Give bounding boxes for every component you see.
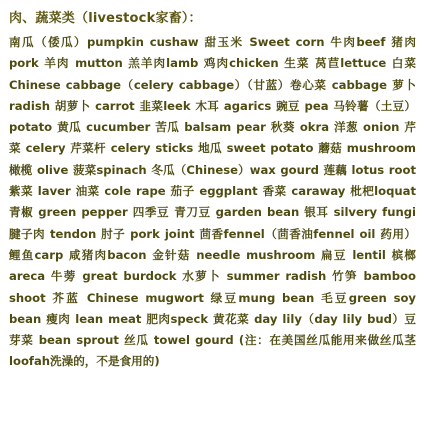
vocabulary-paragraph: 南瓜（倭瓜）pumpkin cushaw 甜玉米 Sweet corn 牛肉beef 猪肉 pork 羊肉 mutton 羔羊肉lamb 鸡肉chicken 生菜 莴苣lettuce 白菜 Chinese cabbage（celery cabbage）（甘蓝）卷心菜 cabbage 萝卜 radish 胡萝卜 carrot 韭菜leek 木耳 agarics 豌豆 pea 马铃薯（土豆）potato 黄瓜 cucumber 苦瓜 balsam pear 秋葵 okra 洋葱 onion 芹菜 celery 芹菜杆 celery sticks 地瓜 sweet potato 蘑菇 mushroom 橄榄 olive 菠菜spinach 冬瓜（Chinese）wax gourd 莲藕 lotus root 紫菜 laver 油菜 cole rape 茄子 eggplant 香菜 caraway 枇杷loquat 青椒 green pepper 四季豆 青刀豆 garden bean 银耳 silvery fungi 腱子肉 tendon 肘子 pork joint 茴香fennel（茴香油fennel oil 药用）鲤鱼carp 咸猪肉bacon 金针菇 needle mushroom 扁豆 lentil 槟榔 areca 牛蒡 great burdock 水萝卜 summer radish 竹笋 bamboo shoot 芥蓝 Chinese mugwort 绿豆mung bean 毛豆green soy bean 瘦肉 lean meat 肥肉speck 黄花菜 day lily（day lily bud）豆芽菜 bean sprout 丝瓜 towel gourd (注：在美国丝瓜能用来做丝瓜茎loofah洗澡的，不是食用的) <box>9 35 416 369</box>
section-heading: 肉、蔬菜类（livestock家畜）： <box>9 11 202 26</box>
